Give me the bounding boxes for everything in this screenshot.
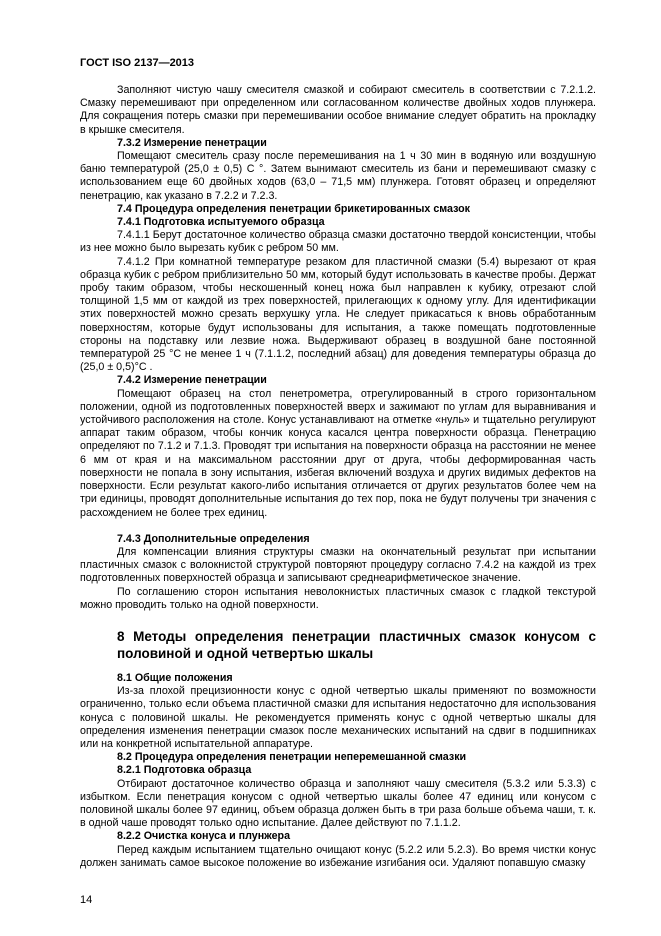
paragraph: Заполняют чистую чашу смесителя смазкой и собирают смеситель в соответствии с 7.2.1.2. Смазку перемешивают при определенном или согласованном количестве двойных ходов плунжера. Для сокращения потерь смазки при перемешивании особое внимание следует обратить на прокладку в крышке смесителя. [80, 84, 596, 136]
document-content [80, 57, 596, 870]
paragraph: Перед каждым испытанием тщательно очищают конус (5.2.2 или 5.2.3). Во время чистки конус должен занимать самое высокое положение во избежание изгибания оси. Удаляют попавшую смазку [80, 843, 596, 869]
heading: 7.4 Процедура определения пенетрации брикетированных смазок [117, 202, 471, 215]
heading: 8.2.2 Очистка конуса и плунжера [117, 830, 291, 843]
heading: 7.4.3 Дополнительные определения [117, 532, 310, 545]
page-number: 14 [80, 894, 93, 906]
heading: 8.2 Процедура определения пенетрации неперемешанной смазки [117, 751, 467, 764]
heading: 8.1 Общие положения [117, 671, 233, 684]
paragraph: По соглашению сторон испытания неволокнистых пластичных смазок с гладкой текстурой можно проводить только на одной поверхности. [80, 585, 596, 611]
heading: 8.2.1 Подготовка образца [117, 764, 252, 777]
doc-header: ГОСТ ISO 2137—2013 [80, 57, 195, 69]
paragraph: 7.4.1.1 Берут достаточное количество образца смазки достаточно твердой консистенции, чтобы из нее можно было вырезать кубик с ребром 50 мм. [80, 229, 596, 255]
heading: 7.4.2 Измерение пенетрации [117, 374, 267, 387]
heading: 7.4.1 Подготовка испытуемого образца [117, 216, 325, 229]
section-heading: 8 Методы определения пенетрации пластичных смазок конусом с половиной и одной четвертью шкалы [117, 628, 596, 661]
paragraph: Помещают смеситель сразу после перемешивания на 1 ч 30 мин в водяную или воздушную баню температурой (25,0 ± 0,5) С °. Затем вынимают смеситель из бани и перемешивают смазку с использованием еще 60 двойных ходов (63,0 – 71,5 мм) плунжера. Готовят образец и определяют пенетрацию, как указано в 7.2.2 и 7.2.3. [80, 150, 596, 202]
document-body [80, 84, 596, 870]
heading: 7.3.2 Измерение пенетрации [117, 136, 267, 149]
paragraph: Для компенсации влияния структуры смазки на окончательный результат при испытании пластичных смазок с волокнистой структурой повторяют процедуру согласно 7.4.2 на каждой из трех подготовленных поверхностей образца и записывают среднеарифметическое значение. [80, 545, 596, 585]
paragraph: 7.4.1.2 При комнатной температуре резаком для пластичной смазки (5.4) вырезают от края образца кубик с ребром приблизительно 50 мм, который будут использовать в качестве пробы. Держат пробу таким образом, чтобы нескошенный конец ножа был направлен к кубику, отрезают слой толщиной 1,5 мм от каждой из трех поверхностей, прилегающих к одному углу. Для идентификации этих поверхностей можно срезать верхушку угла. Не следует прикасаться к вновь обработанным поверхностям, которые будут использованы для испытания, а также помещать подготовленные стороны на подставку или лезвие ножа. Выдерживают образец в воздушной бане постоянной температурой 25 °С не менее 1 ч (7.1.1.2, последний абзац) для доведения температуры образца до (25,0 ± 0,5)°С . [80, 255, 596, 374]
paragraph: Отбирают достаточное количество образца и заполняют чашу смесителя (5.3.2 или 5.3.3) с избытком. Если пенетрация конусом с одной четвертью шкалы более 47 единиц или конусом с половиной шкалы более 97 единиц, объем образца должен быть в три раза больше объема чаши, т. к. в одной чаше проводят только одно испытание. Далее действуют по 7.1.1.2. [80, 777, 596, 830]
paragraph: Из-за плохой прецизионности конус с одной четвертью шкалы применяют по возможности ограниченно, только если объема пластичной смазки для испытания недостаточно для использования конуса с половиной шкалы. Не рекомендуется применять конус с одной четвертью шкалы для определения изменения пенетрации смазок после механических испытаний на сдвиг в подшипниках или на конкретной испытательной аппаратуре. [80, 685, 596, 750]
paragraph: Помещают образец на стол пенетрометра, отрегулированный в строго горизонтальном положении, одной из подготовленных поверхностей вверх и зажимают по углам для выравнивания и устойчивого расположения на столе. Конус устанавливают на отметке «нуль» и тщательно регулируют аппарат таким образом, чтобы кончик конуса касался центра поверхности образца. Пенетрацию определяют по 7.1.2 и 7.1.3. Проводят три испытания на поверхности образца на расстоянии не менее 6 мм от края и на максимальном расстоянии друг от друга, чтобы деформированная часть поверхности не попала в зону испытания, избегая включений воздуха и других видимых дефектов на поверхности. Если результат какого-либо испытания отличается от других результатов более чем на три единицы, проводят дополнительные испытания до тех пор, пока не будут получены три значения с расхождением не более трех единиц. [80, 387, 596, 519]
